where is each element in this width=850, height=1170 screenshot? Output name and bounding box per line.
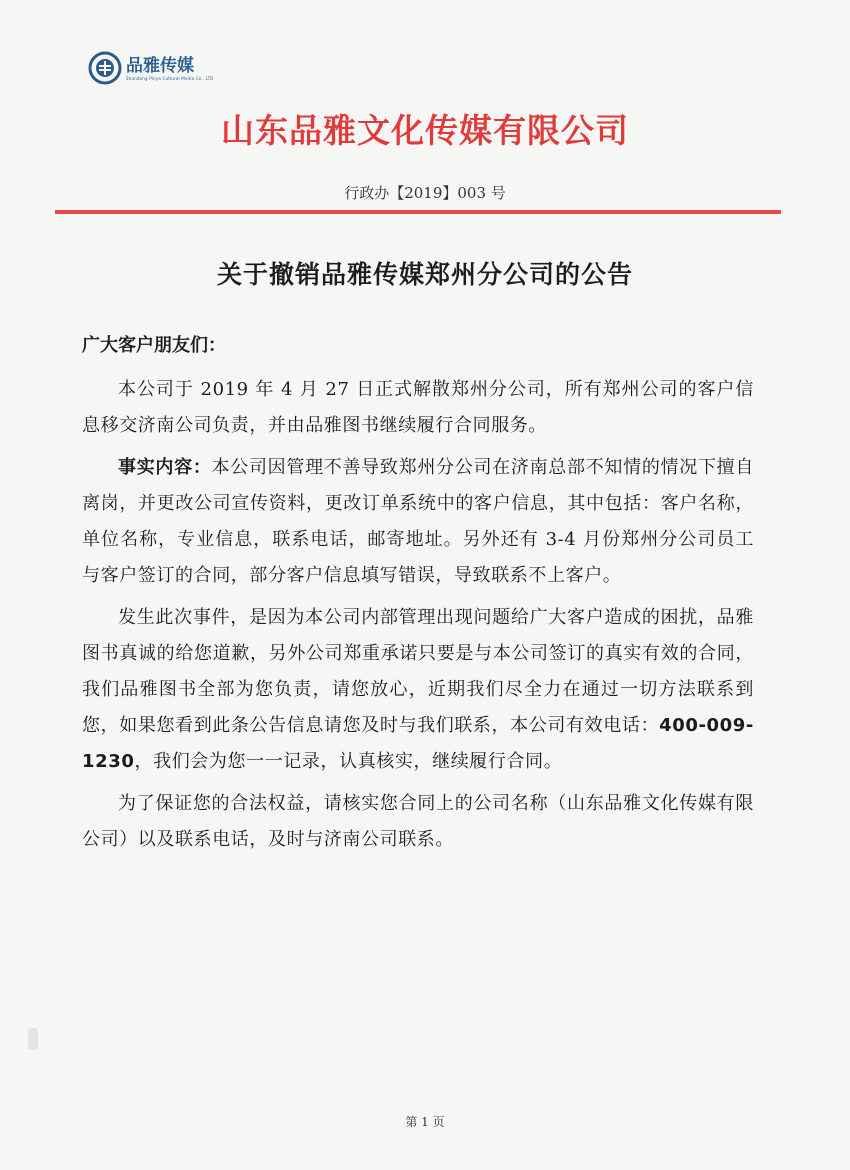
logo-subtext: Shandong Pinya Cultural Media Co., LTD: [126, 75, 214, 81]
paragraph-3-text-after: ，我们会为您一一记录，认真核实，继续履行合同。: [134, 751, 563, 772]
paragraph-4-text: 为了保证您的合法权益，请核实您合同上的公司名称（山东品雅文化传媒有限公司）以及联系电话，及时与济南公司联系。: [82, 793, 754, 850]
phone-number: 400-009-1230: [82, 715, 754, 772]
document-number: 行政办【2019】003 号: [344, 184, 506, 202]
notice-body: [82, 328, 754, 864]
company-name-heading: 山东品雅文化传媒有限公司: [221, 111, 629, 150]
paragraph-4: [82, 786, 754, 858]
company-logo: [88, 50, 214, 86]
facts-label: 事实内容：: [118, 457, 212, 478]
red-divider-line: [55, 210, 781, 214]
scan-artifact: [28, 1028, 38, 1050]
logo-emblem-icon: [88, 51, 122, 85]
paragraph-3-text-before: 发生此次事件，是因为本公司内部管理出现问题给广大客户造成的困扰，品雅图书真诚的给您道歉，另外公司郑重承诺只要是与本公司签订的真实有效的合同，我们品雅图书全部为您负责，请您放心，近期我们尽全力在通过一切方法联系到您，如果您看到此条公告信息请您及时与我们联系，本公司有效电话：: [82, 607, 754, 736]
paragraph-1: [82, 372, 754, 444]
paragraph-2-text: 本公司因管理不善导致郑州分公司在济南总部不知情的情况下擅自离岗，并更改公司宣传资料，更改订单系统中的客户信息，其中包括：客户名称，单位名称，专业信息，联系电话，邮寄地址。另外还有 3-4 月份郑州分公司员工与客户签订的合同，部分客户信息填写错误，导致联系不上客户。: [82, 457, 754, 586]
logo-text: 品雅传媒: [126, 55, 194, 76]
salutation: 广大客户朋友们：: [82, 335, 226, 356]
notice-title: 关于撤销品雅传媒郑州分公司的公告: [216, 260, 633, 289]
page-number: 第 1 页: [405, 1115, 445, 1129]
paragraph-3: [82, 600, 754, 780]
paragraph-2: [82, 450, 754, 594]
paragraph-1-text: 本公司于 2019 年 4 月 27 日正式解散郑州分公司，所有郑州公司的客户信息移交济南公司负责，并由品雅图书继续履行合同服务。: [82, 379, 754, 436]
